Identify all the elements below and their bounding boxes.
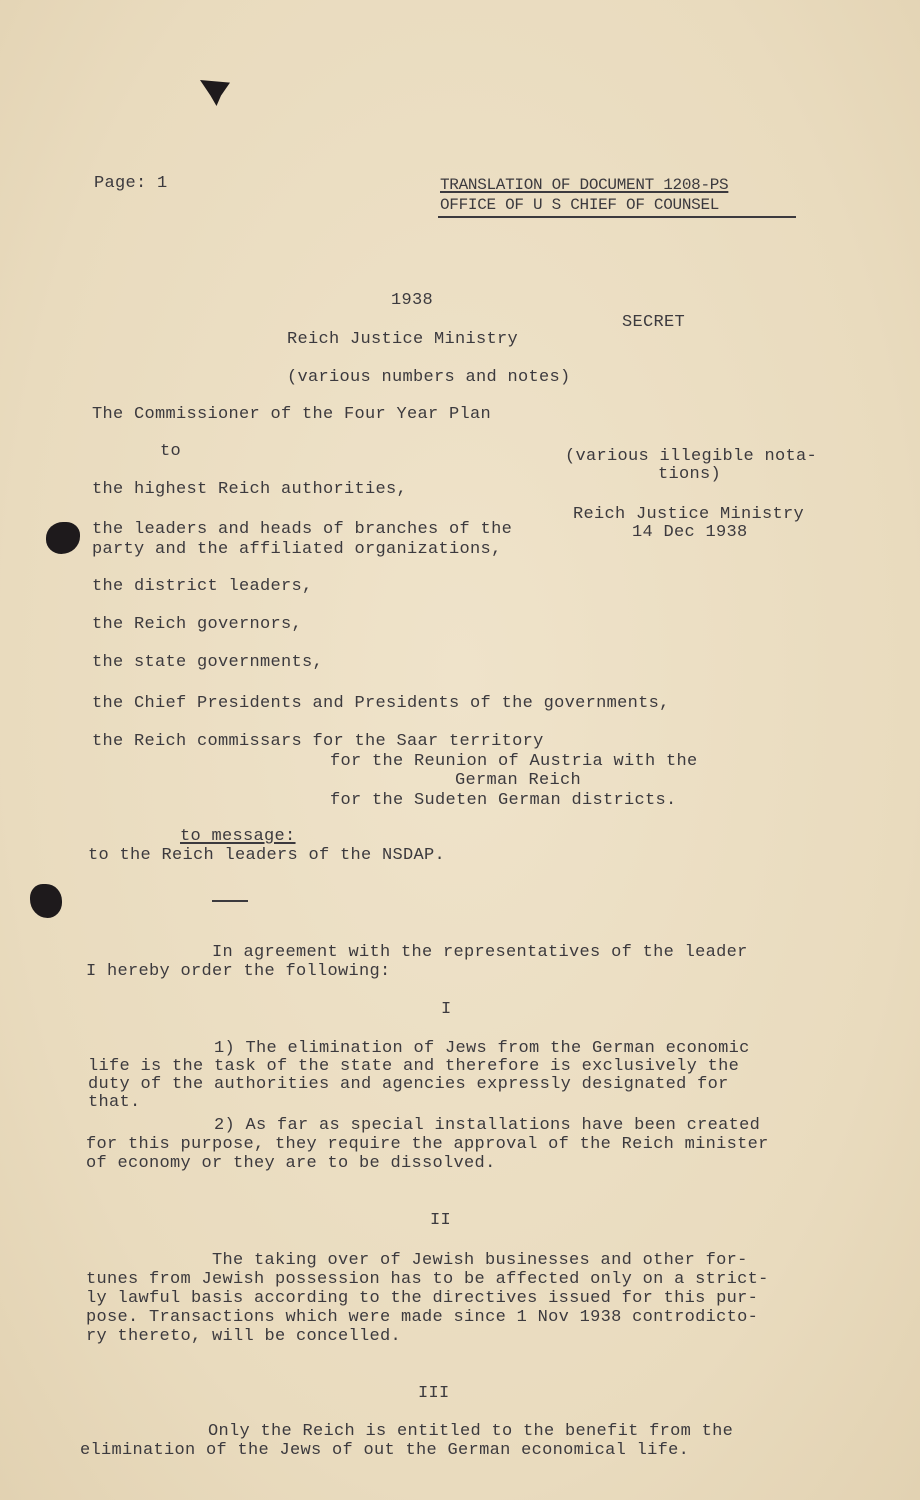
section-3-line-2: elimination of the Jews of out the German economical life.	[80, 1441, 690, 1460]
recipient-party-leaders-1: the leaders and heads of branches of the	[92, 520, 513, 539]
ink-mark-left-lower	[30, 884, 62, 918]
section-1-para-2-line-3: of economy or they are to be dissolved.	[86, 1154, 496, 1173]
illegible-notations-1: (various illegible nota-	[565, 447, 818, 466]
year: 1938	[391, 291, 434, 310]
recipient-district-leaders: the district leaders,	[92, 577, 313, 596]
office-line: OFFICE OF U S CHIEF OF COUNSEL	[440, 196, 720, 214]
recipient-reich-commissars-4: for the Sudeten German districts.	[330, 791, 677, 810]
ministry-heading: Reich Justice Ministry	[287, 330, 519, 349]
page-number: Page: 1	[94, 174, 168, 193]
intro-line-1: In agreement with the representatives of the leader	[212, 943, 748, 962]
section-1-para-1-line-3: duty of the authorities and agencies expressly designated for	[88, 1075, 729, 1094]
recipient-chief-presidents: the Chief Presidents and Presidents of the governments,	[92, 694, 670, 713]
section-2-line-5: ry thereto, will be concelled.	[86, 1327, 402, 1346]
to-line: to	[160, 442, 182, 461]
message-label: to message:	[180, 827, 296, 846]
section-2-line-1: The taking over of Jewish businesses and other for-	[212, 1251, 748, 1270]
document-title: TRANSLATION OF DOCUMENT 1208-PS	[440, 176, 729, 194]
section-1-para-2-line-2: for this purpose, they require the approval of the Reich minister	[86, 1135, 769, 1154]
recipient-state-governments: the state governments,	[92, 653, 324, 672]
message-line: to the Reich leaders of the NSDAP.	[88, 846, 446, 865]
recipient-reich-commissars-3: German Reich	[455, 771, 582, 790]
recipient-reich-authorities: the highest Reich authorities,	[92, 480, 408, 499]
section-2-line-4: pose. Transactions which were made since 1 Nov 1938 controdicto-	[86, 1308, 759, 1327]
separator-dash	[212, 900, 248, 902]
recipient-reich-governors: the Reich governors,	[92, 615, 303, 634]
sender-line: The Commissioner of the Four Year Plan	[92, 405, 492, 424]
section-3-line-1: Only the Reich is entitled to the benefit from the	[208, 1422, 734, 1441]
section-1-para-1-line-1: 1) The elimination of Jews from the German economic	[214, 1039, 750, 1058]
header-underline	[438, 216, 796, 218]
section-1-para-2-line-1: 2) As far as special installations have been created	[214, 1116, 761, 1135]
recipient-reich-commissars-2: for the Reunion of Austria with the	[330, 752, 698, 771]
intro-line-2: I hereby order the following:	[86, 962, 391, 981]
notes-line: (various numbers and notes)	[287, 368, 571, 387]
section-1-para-1-line-2: life is the task of the state and therefore is exclusively the	[88, 1057, 740, 1076]
section-1-heading: I	[441, 1000, 452, 1019]
ink-mark-top	[200, 80, 230, 106]
section-2-line-3: ly lawful basis according to the directives issued for this pur-	[86, 1289, 759, 1308]
stamp-ministry: Reich Justice Ministry	[573, 505, 805, 524]
secret-classification: SECRET	[622, 313, 686, 332]
recipient-reich-commissars-1: the Reich commissars for the Saar territory	[92, 732, 544, 751]
recipient-party-leaders-2: party and the affiliated organizations,	[92, 540, 502, 559]
section-2-heading: II	[430, 1211, 452, 1230]
section-2-line-2: tunes from Jewish possession has to be affected only on a strict-	[86, 1270, 769, 1289]
section-1-para-1-line-4: that.	[88, 1093, 141, 1112]
section-3-heading: III	[418, 1384, 450, 1403]
illegible-notations-2: tions)	[658, 465, 722, 484]
stamp-date: 14 Dec 1938	[632, 523, 748, 542]
ink-mark-left-middle	[46, 522, 80, 554]
